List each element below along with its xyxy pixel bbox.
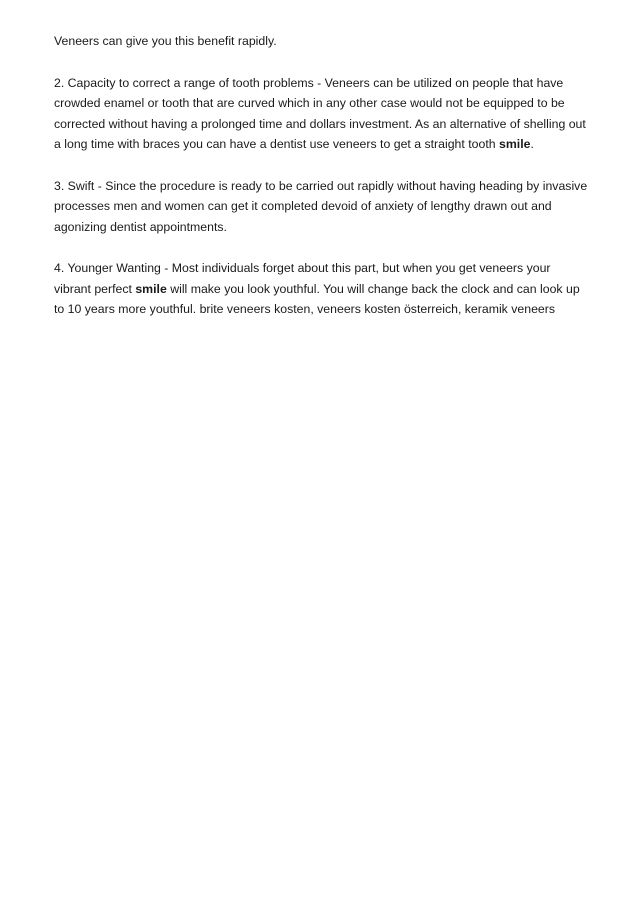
paragraph-text: 4. Younger Wanting - Most individuals forget about this part, but when you get veneers your vibrant perfect xyxy=(54,261,551,296)
paragraph-text: 3. Swift - Since the procedure is ready to be carried out rapidly without having heading by invasive processes men and women can get it completed devoid of anxiety of lengthy drawn out and agonizing dentist appointments. xyxy=(54,178,588,234)
paragraph-intro-end xyxy=(54,31,589,52)
paragraph-text-end: will make you look youthful. You will change back the clock and can look up to 10 years more youthful. brite veneers kosten, veneers kosten österreich, keramik veneers xyxy=(54,281,580,316)
paragraph-text: 2. Capacity to correct a range of tooth problems - Veneers can be utilized on people that have crowded enamel or tooth that are curved which in any other case would not be equipped to be corrected without having a prolonged time and dollars investment. As an alternative of shelling out a long time with braces you can have a dentist use veneers to get a straight tooth xyxy=(54,75,586,151)
paragraph-text: Veneers can give you this benefit rapidly. xyxy=(54,34,277,48)
paragraph-text-end: . xyxy=(530,137,534,151)
paragraph-swift xyxy=(54,176,589,238)
paragraph-younger xyxy=(54,258,589,320)
bold-keyword: smile xyxy=(499,137,531,151)
paragraph-capacity xyxy=(54,73,589,155)
document-body xyxy=(54,31,589,341)
bold-keyword: smile xyxy=(135,281,167,296)
